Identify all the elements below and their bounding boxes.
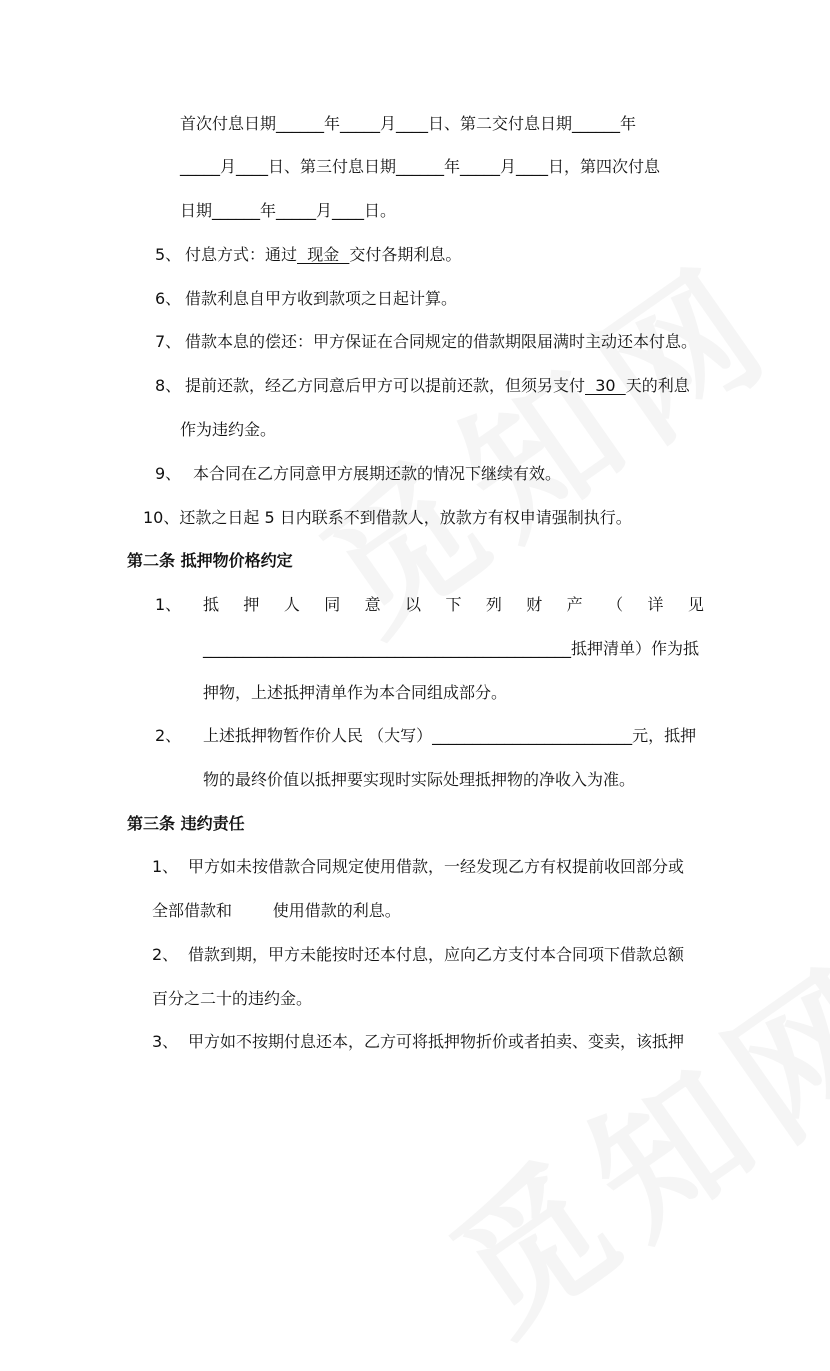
item-number: 5、: [155, 245, 182, 264]
interest-days-blank: 30: [585, 376, 626, 395]
justified-char: 财: [526, 595, 543, 614]
clause-item-6: [155, 288, 457, 312]
item-number: 6、: [155, 289, 182, 308]
justified-char: 抵: [203, 595, 220, 614]
clause-item-5: [155, 244, 461, 268]
item-number: 9、: [155, 464, 182, 483]
clause-item-7: [155, 331, 697, 355]
clause-item-8: [155, 375, 690, 399]
item-text: 天的利息: [625, 376, 690, 395]
justified-char: 押: [243, 595, 260, 614]
interest-dates-line: 日期______年_____月____日。: [180, 201, 397, 220]
watermark: [404, 905, 830, 1371]
item-number: 1、: [152, 857, 179, 876]
article-2-clause-1-line: 押物，上述抵押清单作为本合同组成部分。: [203, 683, 508, 702]
clause-item-8-continued: 作为违约金。: [180, 420, 277, 439]
justified-char: 意: [364, 595, 381, 614]
justified-char: 同: [324, 595, 341, 614]
item-text: 本合同在乙方同意甲方展期还款的情况下继续有效。: [193, 464, 562, 483]
article-3-clause-3: [152, 1031, 684, 1055]
article-2-clause-2-line: 上述抵押物暂作价人民 （大写）_________________________元，抵押: [203, 726, 697, 745]
article-2-clause-1-number: 1、: [155, 595, 182, 614]
article-2-clause-1-line: ______________________________________________抵押清单）作为抵: [203, 639, 700, 658]
item-text: 付息方式：通过: [185, 245, 298, 264]
item-number: 2、: [152, 945, 179, 964]
article-3-heading: 第三条 违约责任: [127, 814, 245, 833]
article-2-clause-2-line: 物的最终价值以抵押要实现时实际处理抵押物的净收入为准。: [203, 770, 636, 789]
item-text: 交付各期利息。: [349, 245, 462, 264]
payment-method-blank: 现金: [297, 245, 350, 264]
interest-dates-line: 首次付息日期______年_____月____日、第二交付息日期______年: [180, 114, 637, 133]
justified-char: 人: [283, 595, 300, 614]
article-2-heading: 第二条 抵押物价格约定: [127, 551, 293, 570]
justified-char: 以: [405, 595, 422, 614]
justified-char: 产: [566, 595, 583, 614]
justified-char: （: [607, 595, 624, 614]
article-2-clause-1-line: [203, 594, 704, 616]
justified-char: 下: [445, 595, 462, 614]
item-text: 借款利息自甲方收到款项之日起计算。: [185, 289, 458, 308]
item-text: 甲方如不按期付息还本，乙方可将抵押物折价或者拍卖、变卖，该抵押: [188, 1032, 685, 1051]
item-text: 借款到期，甲方未能按时还本付息，应向乙方支付本合同项下借款总额: [188, 945, 685, 964]
justified-char: 详: [647, 595, 664, 614]
item-number: 7、: [155, 332, 182, 351]
interest-dates-line: _____月____日、第三付息日期______年_____月____日，第四次付息: [180, 157, 661, 176]
justified-char: 见: [687, 595, 704, 614]
item-number: 3、: [152, 1032, 179, 1051]
item-number: 8、: [155, 376, 182, 395]
article-3-clause-1-continued: 全部借款和 使用借款的利息。: [152, 901, 401, 920]
article-3-clause-1: [152, 856, 684, 880]
justified-char: 列: [485, 595, 502, 614]
clause-item-10: 10、还款之日起 5 日内联系不到借款人，放款方有权申请强制执行。: [143, 508, 632, 527]
article-3-clause-2-continued: 百分之二十的违约金。: [152, 989, 313, 1008]
clause-item-9: [155, 463, 561, 487]
item-text: 提前还款，经乙方同意后甲方可以提前还款，但须另支付: [185, 376, 586, 395]
item-text: 借款本息的偿还：甲方保证在合同规定的借款期限届满时主动还本付息。: [185, 332, 698, 351]
item-text: 甲方如未按借款合同规定使用借款，一经发现乙方有权提前收回部分或: [188, 857, 685, 876]
article-2-clause-2-number: 2、: [155, 726, 182, 745]
article-3-clause-2: [152, 944, 684, 968]
